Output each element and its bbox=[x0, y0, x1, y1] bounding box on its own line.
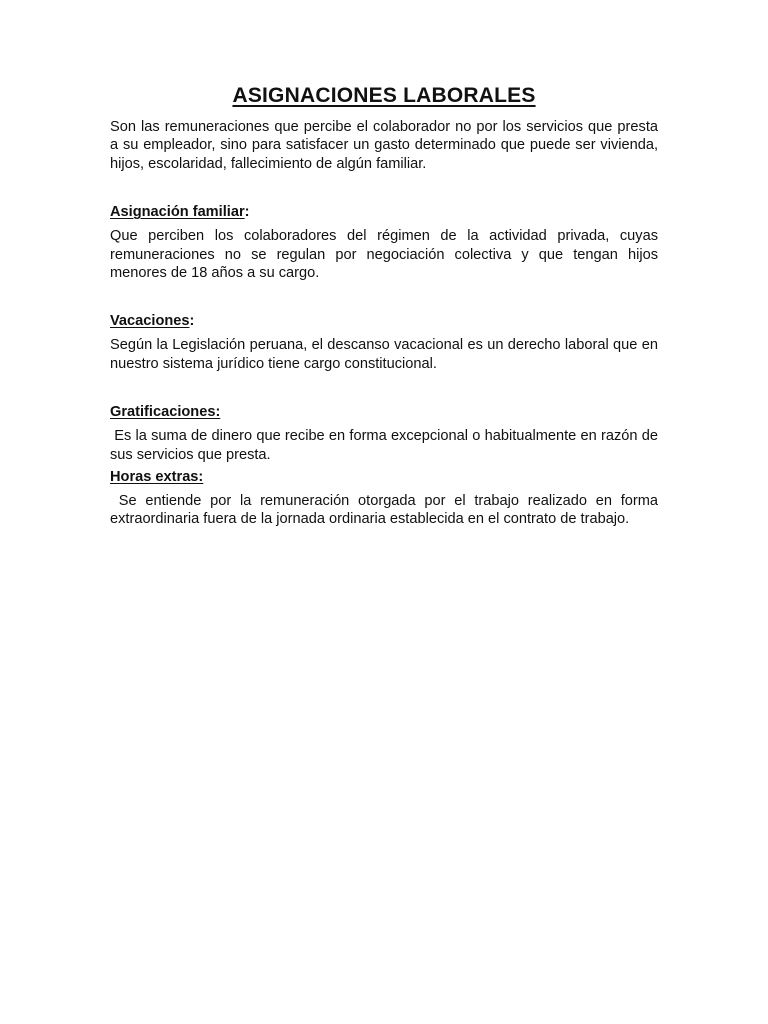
heading-suffix: : bbox=[244, 204, 250, 221]
spacer bbox=[110, 173, 658, 203]
heading-text: Vacaciones bbox=[110, 313, 190, 330]
spacer bbox=[110, 373, 658, 403]
heading-text: Horas extras: bbox=[110, 469, 204, 486]
section-body-gratificaciones: Es la suma de dinero que recibe en forma excepcional o habitualmente en razón de sus servicios que presta. bbox=[110, 428, 663, 463]
document-title: ASIGNACIONES LABORALES bbox=[232, 84, 536, 107]
section-heading-asignacion-familiar bbox=[110, 203, 658, 221]
heading-suffix: : bbox=[189, 313, 195, 330]
section-body-asignacion-familiar: Que perciben los colaboradores del régimen de la actividad privada, cuyas remuneraciones no se regulan por negociación colectiva y que tengan hijos menores de 18 años a su cargo. bbox=[110, 228, 658, 282]
spacer bbox=[110, 282, 658, 312]
heading-text: Gratificaciones: bbox=[110, 404, 221, 421]
section-body-horas-extras: Se entiende por la remuneración otorgada por el trabajo realizado en forma extraordinaria fuera de la jornada ordinaria establecida en el contrato de trabajo. bbox=[110, 493, 663, 528]
heading-text: Asignación familiar bbox=[110, 204, 245, 221]
intro-paragraph: Son las remuneraciones que percibe el colaborador no por los servicios que presta a su empleador, sino para satisfacer un gasto determinado que puede ser vivienda, hijos, escolaridad, fallecimiento de algún familiar. bbox=[110, 119, 658, 172]
document-page bbox=[110, 84, 663, 529]
section-heading-horas-extras bbox=[110, 468, 658, 486]
section-heading-gratificaciones bbox=[110, 403, 658, 421]
section-body-vacaciones: Según la Legislación peruana, el descanso vacacional es un derecho laboral que en nuestro sistema jurídico tiene cargo constitucional. bbox=[110, 337, 658, 372]
section-heading-vacaciones bbox=[110, 312, 658, 330]
